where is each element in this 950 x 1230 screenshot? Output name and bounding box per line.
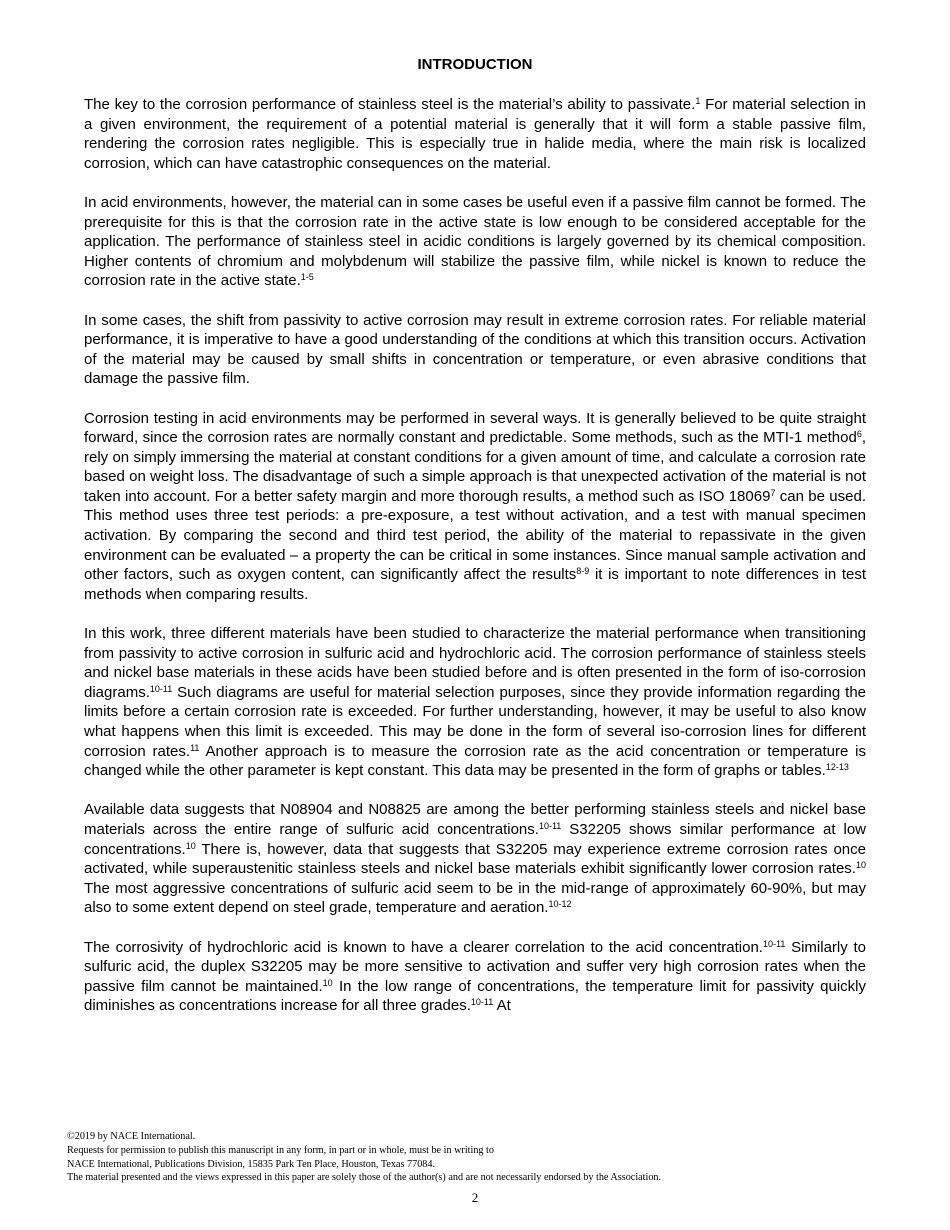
paragraph-text: For material selection in a given environment, the requirement of a potential material is generally that it will form a stable passive film, rendering the corrosion rates negligible. This is especially true in halide media, where the main risk is localized corrosion, which can have catastrophic consequences on the material. xyxy=(84,96,866,172)
paragraph-text: Such diagrams are useful for material selection purposes, since they provide information regarding the limits before a certain corrosion rate is exceeded. For further understanding, however, it may be useful to also know what happens when this limit is exceeded. This may be done in the form of several iso-corrosion lines for different corrosion rates. xyxy=(84,683,866,760)
paragraph xyxy=(84,95,866,173)
section-heading: INTRODUCTION xyxy=(417,56,533,73)
citation-superscript: 1-5 xyxy=(300,272,314,283)
paragraph xyxy=(84,800,866,918)
paragraph-text: it is important to note differences in test methods when comparing results. xyxy=(84,566,866,603)
paragraph-text: In this work, three different materials have been studied to characterize the material performance when transitioning from passivity to active corrosion in sulfuric acid and hydrochloric acid. The corrosion performance of stainless steels and nickel base materials in these acids have been studied before and is often presented in the form of iso-corrosion diagrams. xyxy=(84,625,866,701)
permission-line: Requests for permission to publish this manuscript in any form, in part or in whole, must be in writing to xyxy=(67,1144,494,1156)
paragraph xyxy=(84,938,866,1016)
citation-superscript: 8-9 xyxy=(576,566,590,577)
paragraph-text: The key to the corrosion performance of stainless steel is the material’s ability to passivate. xyxy=(84,96,696,113)
paragraph-text: At xyxy=(493,997,511,1015)
citation-superscript: 7 xyxy=(770,487,776,498)
paragraph-text: , rely on simply immersing the material at constant conditions for a given amount of time, and calculate a corrosion rate based on weight loss. The disadvantage of such a simple approach is that unexpected activation of the material is not taken into account. For a better safety margin and more thorough results, a method such as ISO 18069 xyxy=(84,429,866,505)
body-text xyxy=(84,95,866,1036)
paragraph-text: Available data suggests that N08904 and N08825 are among the better performing stainless steels and nickel base materials across the entire range of sulfuric acid concentrations. xyxy=(84,801,866,838)
paragraph-text: In acid environments, however, the material can in some cases be useful even if a passive film cannot be formed. The prerequisite for this is that the corrosion rate in the active state is low enough to be considered acceptable for the application. The performance of stainless steel in acidic conditions is largely governed by its chemical composition. Higher contents of chromium and molybdenum will stabilize the passive film, while nickel is known to reduce the corrosion rate in the active state. xyxy=(84,193,866,290)
paragraph-text: The corrosivity of hydrochloric acid is known to have a clearer correlation to the acid concentration. xyxy=(84,938,763,956)
citation-superscript: 10-11 xyxy=(762,938,786,949)
paragraph-text: can be used. This method uses three test periods: a pre-exposure, a test without activation, and a test with manual specimen activation. By comparing the second and third test period, the ability of the material to repassivate in the given environment can be evaluated – a property the can be critical in some instances. Since manual sample activation and other factors, such as oxygen content, can significantly affect the results xyxy=(84,487,866,584)
paragraph-text: Another approach is to measure the corrosion rate as the acid concentration or temperature is changed while the other parameter is kept constant. This data may be presented in the form of graphs or tables. xyxy=(84,742,866,780)
citation-superscript: 10-12 xyxy=(548,899,572,910)
paragraph-text: In some cases, the shift from passivity to active corrosion may result in extreme corrosion rates. For reliable material performance, it is imperative to have a good understanding of the conditions at which this transition occurs. Activation of the material may be caused by small shifts in concentration or temperature, or even abrasive conditions that damage the passive film. xyxy=(84,311,866,388)
citation-superscript: 1 xyxy=(695,96,701,106)
citation-superscript: 10-11 xyxy=(538,820,562,831)
citation-superscript: 12-13 xyxy=(825,762,849,773)
paragraph xyxy=(84,193,866,291)
page-number: 2 xyxy=(471,1190,479,1205)
paragraph-text: Corrosion testing in acid environments may be performed in several ways. It is generally believed to be quite straight forward, since the corrosion rates are normally constant and predictable. Some methods, such as the MTI-1 method xyxy=(84,409,866,447)
address-line: NACE International, Publications Division, 15835 Park Ten Place, Houston, Texas 77084. xyxy=(67,1158,436,1170)
paragraph-text: In the low range of concentrations, the temperature limit for passivity quickly diminishes as concentrations increase for all three grades. xyxy=(84,977,866,1015)
disclaimer-line: The material presented and the views expressed in this paper are solely those of the author(s) and are not necessarily endorsed by the Association. xyxy=(67,1172,662,1184)
paragraph-text: The most aggressive concentrations of sulfuric acid seem to be in the mid-range of approximately 60-90%, but may also to some extent depend on steel grade, temperature and aeration. xyxy=(84,879,866,917)
paragraph xyxy=(84,311,866,389)
citation-superscript: 10 xyxy=(322,977,333,988)
copyright-footer xyxy=(67,1130,897,1185)
citation-superscript: 10 xyxy=(185,840,196,851)
copyright-line: ©2019 by NACE International. xyxy=(67,1131,196,1142)
paragraph xyxy=(84,409,866,605)
citation-superscript: 10-11 xyxy=(470,997,494,1008)
paragraph-text: There is, however, data that suggests that S32205 may experience extreme corrosion rates once activated, while superaustenitic stainless steels and nickel base materials exhibit significantly lower corrosion rates. xyxy=(84,840,866,878)
paragraph-text: S32205 shows similar performance at low concentrations. xyxy=(84,820,867,858)
citation-superscript: 11 xyxy=(190,742,200,753)
citation-superscript: 10-11 xyxy=(149,683,173,694)
paragraph xyxy=(84,624,866,781)
citation-superscript: 6 xyxy=(856,429,862,440)
citation-superscript: 10 xyxy=(855,860,866,871)
paragraph-text: Similarly to sulfuric acid, the duplex S32205 may be more sensitive to activation and suffer very high corrosion rates when the passive film cannot be maintained. xyxy=(84,938,866,995)
